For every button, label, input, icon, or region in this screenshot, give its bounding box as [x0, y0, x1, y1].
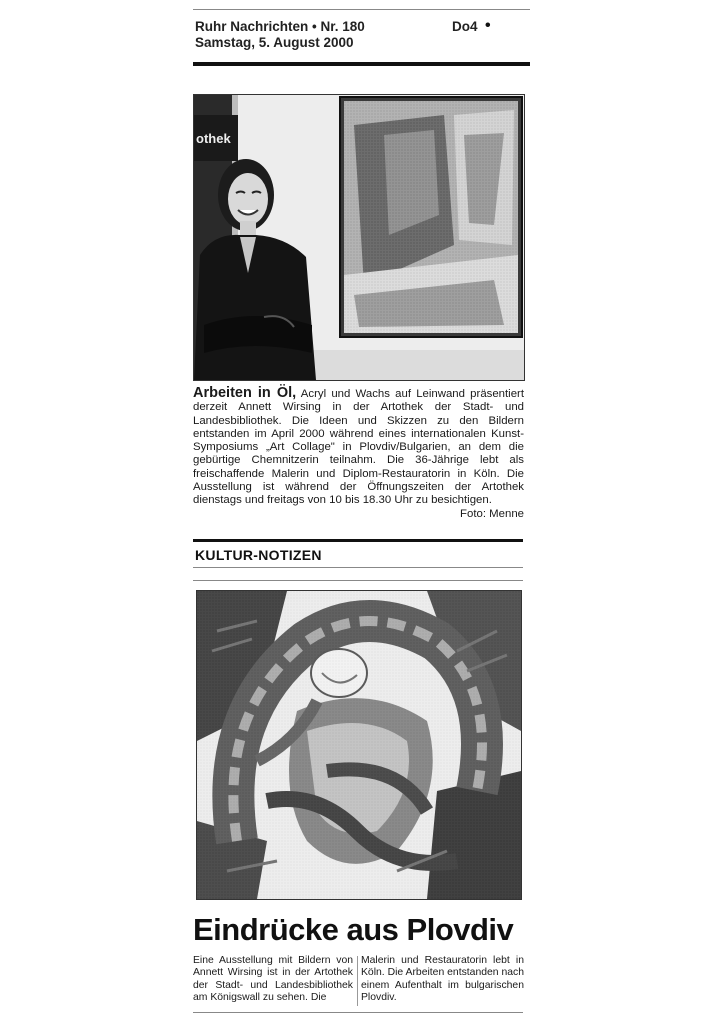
issue-date: Samstag, 5. August 2000	[195, 35, 354, 50]
newspaper-name: Ruhr Nachrichten • Nr. 180	[195, 19, 365, 34]
page-marker: •	[485, 17, 491, 34]
caption-text: Acryl und Wachs auf Leinwand präsentiert derzeit Annett Wirsing in der Artothek der Stadt- und Landesbibliothek. Die Ideen und Skizzen zu den Bildern entstanden im April 2000 während eines internationalen Kunst-Symposiums „Art Collage" in Plovdiv/Bulgarien, an dem die gebürtige Chemnitzerin teilnahm. Die 36-Jährige lebt als freischaffende Malerin und Diplom-Restauratorin in Köln. Die Ausstellung ist während der Öffnungszeiten der Artothek dienstags und freitags von 10 bis 18.30 Uhr zu besichtigen.	[193, 388, 525, 507]
painting-photo	[196, 590, 522, 900]
artist-photo-graphic	[194, 95, 524, 380]
photo-credit: Foto: Menne	[460, 507, 524, 520]
article-column-1: Eine Ausstellung mit Bildern von Annett Wirsing ist in der Artothek der Stadt- und Landesbibliothek am Königswall zu sehen. Die	[193, 955, 353, 1003]
masthead-rule	[193, 62, 530, 66]
article-headline: Eindrücke aus Plovdiv	[193, 912, 514, 947]
top-hairline	[193, 9, 530, 10]
section-rule-bottom	[193, 567, 523, 568]
bottom-rule	[193, 1012, 523, 1013]
caption-lead: Arbeiten in Öl,	[193, 385, 297, 401]
painting-graphic	[197, 591, 521, 899]
artist-photo	[193, 94, 525, 381]
section-rule-top	[193, 539, 523, 542]
photo-caption	[193, 387, 524, 521]
artothek-sign-text: othek	[196, 131, 231, 146]
article-column-2: Malerin und Restauratorin lebt in Köln. Die Arbeiten entstanden nach einem Aufenthalt im bulgarischen Plovdiv.	[361, 955, 524, 1003]
column-divider	[357, 956, 358, 1006]
section-title: KULTUR-NOTIZEN	[195, 547, 322, 563]
page-number: Do4	[452, 19, 478, 34]
section-rule-divider	[193, 580, 523, 581]
